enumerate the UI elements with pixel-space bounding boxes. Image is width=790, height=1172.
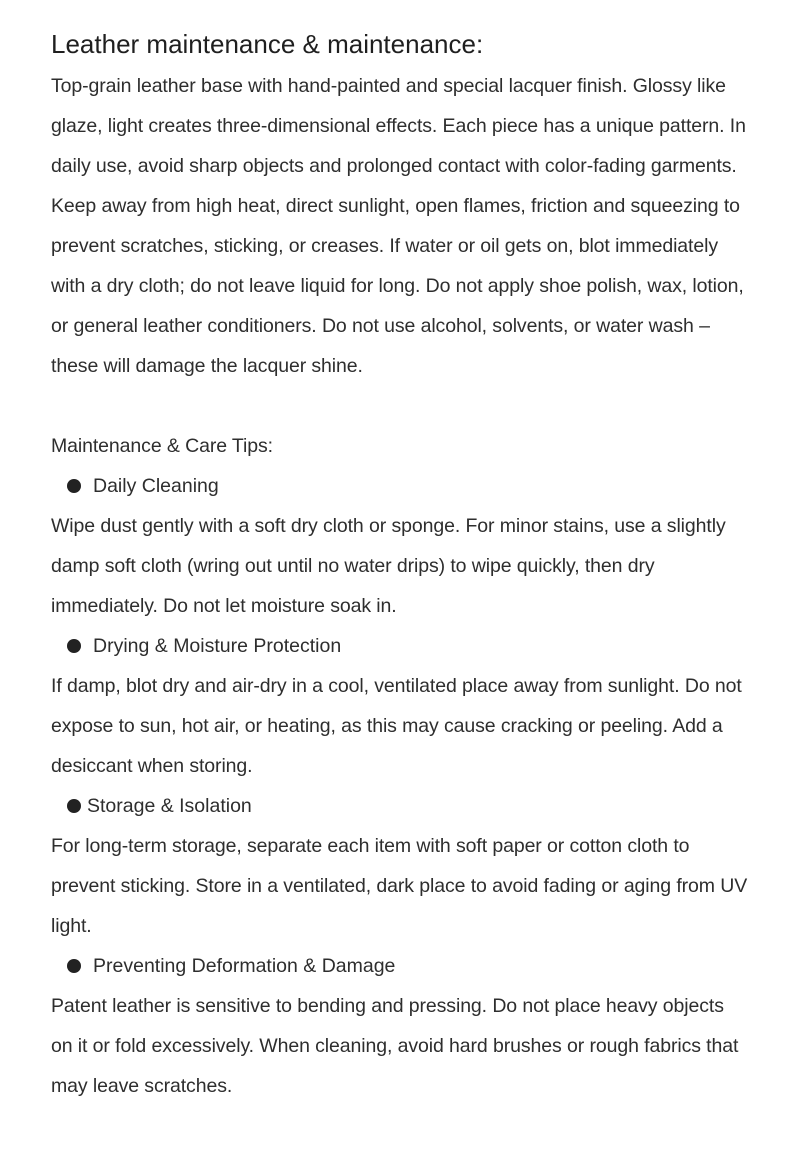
tips-heading: Maintenance & Care Tips:	[51, 435, 273, 457]
intro-paragraph: Top-grain leather base with hand-painted and special lacquer finish. Glossy like glaze, light creates three-dimensional effects. Each piece has a unique pattern. In daily use, avoid sharp objects and prolonged contact with color-fading garments. Keep away from high heat, direct sunlight, open flames, friction and squeezing to prevent scratches, sticking, or creases. If water or oil gets on, blot immediately with a dry cloth; do not leave liquid for long. Do not apply shoe polish, wax, lotion, or general leather conditioners. Do not use alcohol, solvents, or water wash – these will damage the lacquer shine.	[51, 75, 746, 377]
tip-bullet-daily-cleaning	[51, 466, 750, 506]
tip-text-storage: For long-term storage, separate each item with soft paper or cotton cloth to prevent sticking. Store in a ventilated, dark place to avoid fading or aging from UV light.	[51, 835, 748, 937]
tip-label: Storage & Isolation	[87, 794, 252, 817]
tip-bullet-deformation	[51, 946, 750, 986]
section-spacer	[51, 386, 750, 426]
bullet-dot-icon	[67, 799, 81, 813]
tip-text-deformation: Patent leather is sensitive to bending and pressing. Do not place heavy objects on it or fold excessively. When cleaning, avoid hard brushes or rough fabrics that may leave scratches.	[51, 995, 739, 1097]
tip-text-drying: If damp, blot dry and air-dry in a cool, ventilated place away from sunlight. Do not expose to sun, hot air, or heating, as this may cause cracking or peeling. Add a desiccant when storing.	[51, 675, 742, 777]
tip-label: Daily Cleaning	[93, 474, 219, 497]
tip-bullet-drying	[51, 626, 750, 666]
bullet-dot-icon	[67, 959, 81, 973]
tip-label: Preventing Deformation & Damage	[93, 954, 396, 977]
tip-text-daily-cleaning: Wipe dust gently with a soft dry cloth or sponge. For minor stains, use a slightly damp soft cloth (wring out until no water drips) to wipe quickly, then dry immediately. Do not let moisture soak in.	[51, 515, 726, 617]
bullet-dot-icon	[67, 639, 81, 653]
bullet-dot-icon	[67, 479, 81, 493]
tip-label: Drying & Moisture Protection	[93, 634, 342, 657]
page-title: Leather maintenance & maintenance:	[51, 29, 484, 59]
tip-bullet-storage	[51, 786, 750, 826]
